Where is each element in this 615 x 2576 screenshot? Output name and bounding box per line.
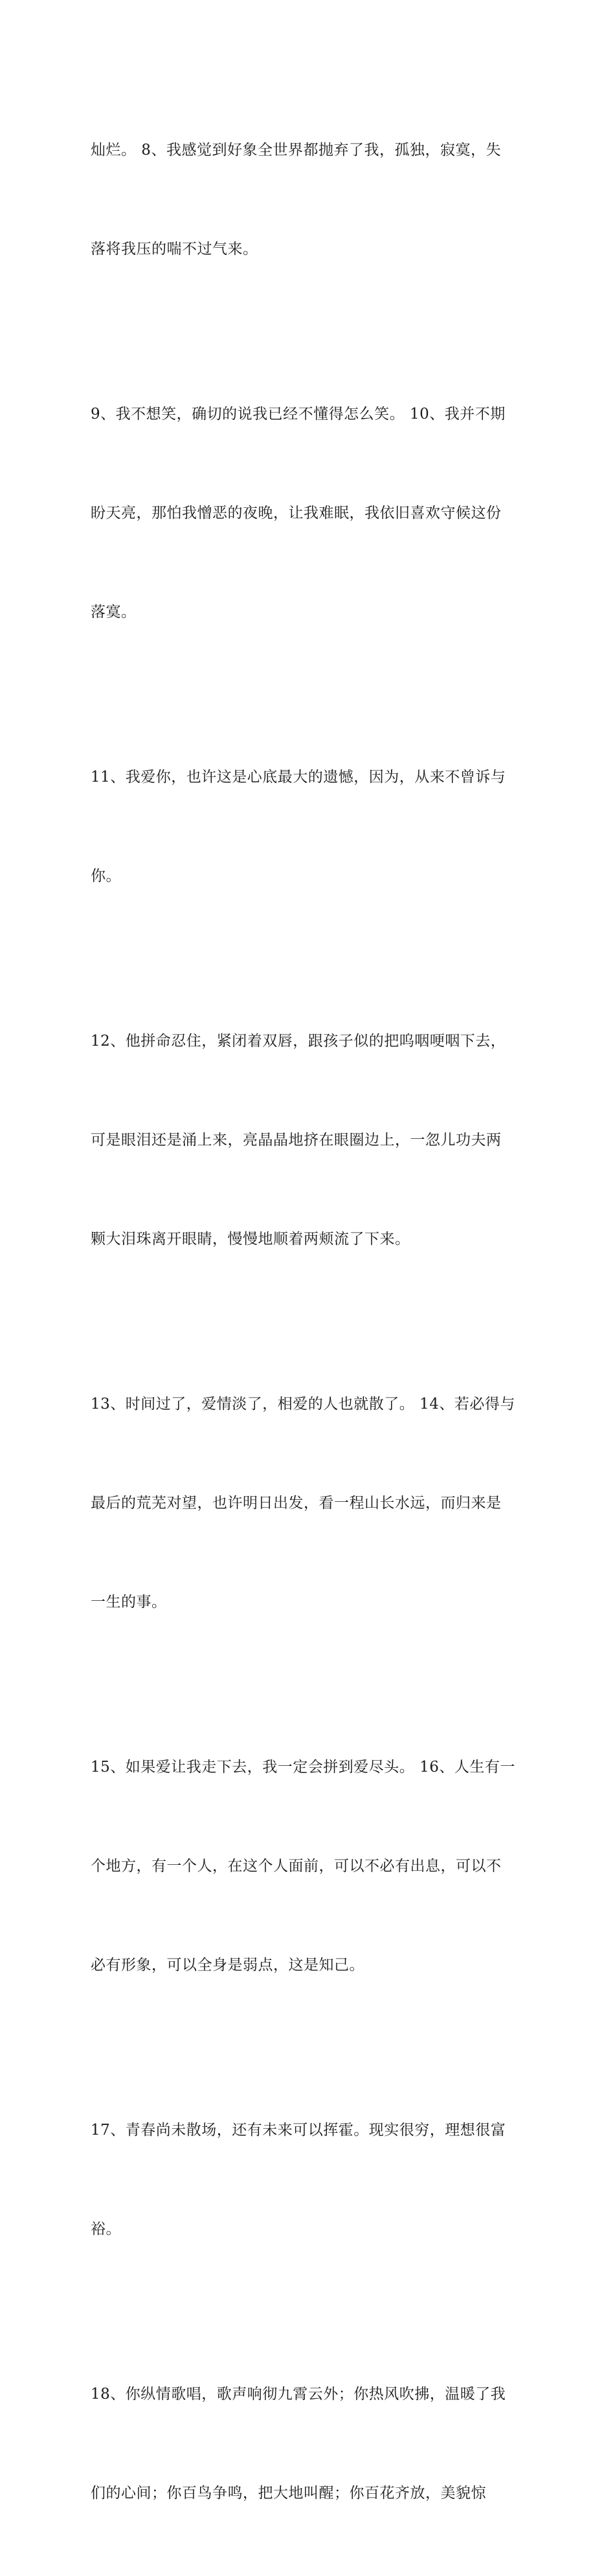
paragraph	[91, 332, 531, 695]
text-line: 11、我爱你，也许这是心底最大的遗憾，因为，从来不曾诉与	[91, 769, 506, 786]
text-line: 个地方，有一个人，在这个人面前，可以不必有出息，可以不	[91, 1858, 502, 1875]
paragraph	[91, 1322, 531, 1685]
paragraph	[91, 68, 531, 332]
text-line: 必有形象，可以全身是弱点，这是知己。	[91, 1957, 364, 1974]
paragraph	[91, 959, 531, 1322]
text-line: 一生的事。	[91, 1594, 167, 1611]
text-line: 9、我不想笑，确切的说我已经不懂得怎么笑。 10、我并不期	[91, 406, 506, 423]
body-text	[91, 68, 531, 2576]
text-line: 盼天亮，那怕我憎恶的夜晚，让我难眠，我依旧喜欢守候这份	[91, 505, 502, 522]
text-line: 们的心间；你百鸟争鸣，把大地叫醒；你百花齐放，美貌惊	[91, 2485, 486, 2502]
paragraph	[91, 2048, 531, 2312]
paragraph	[91, 1685, 531, 2048]
text-line: 你。	[91, 868, 121, 885]
text-line: 裕。	[91, 2221, 121, 2238]
text-line: 最后的荒芜对望，也许明日出发，看一程山长水远，而归来是	[91, 1495, 502, 1512]
text-line: 13、时间过了，爱情淡了，相爱的人也就散了。 14、若必得与	[91, 1396, 515, 1413]
text-line: 落寞。	[91, 604, 137, 621]
text-line: 12、他拼命忍住，紧闭着双唇，跟孩子似的把呜咽哽咽下去，	[91, 1033, 506, 1050]
text-line: 18、你纵情歌唱，歌声响彻九霄云外；你热风吹拂，温暖了我	[91, 2386, 506, 2403]
text-line: 17、青春尚未散场，还有未来可以挥霍。现实很穷，理想很富	[91, 2122, 506, 2139]
text-line: 15、如果爱让我走下去，我一定会拼到爱尽头。 16、人生有一	[91, 1759, 515, 1776]
text-line: 可是眼泪还是涌上来，亮晶晶地挤在眼圈边上，一忽儿功夫两	[91, 1132, 502, 1149]
text-line: 颗大泪珠离开眼睛，慢慢地顺着两颊流了下来。	[91, 1231, 410, 1248]
text-line: 落将我压的喘不过气来。	[91, 241, 258, 258]
paragraph	[91, 695, 531, 959]
paragraph	[91, 2312, 531, 2576]
text-line: 灿烂。 8、我感觉到好象全世界都抛弃了我，孤独，寂寞，失	[91, 142, 501, 159]
